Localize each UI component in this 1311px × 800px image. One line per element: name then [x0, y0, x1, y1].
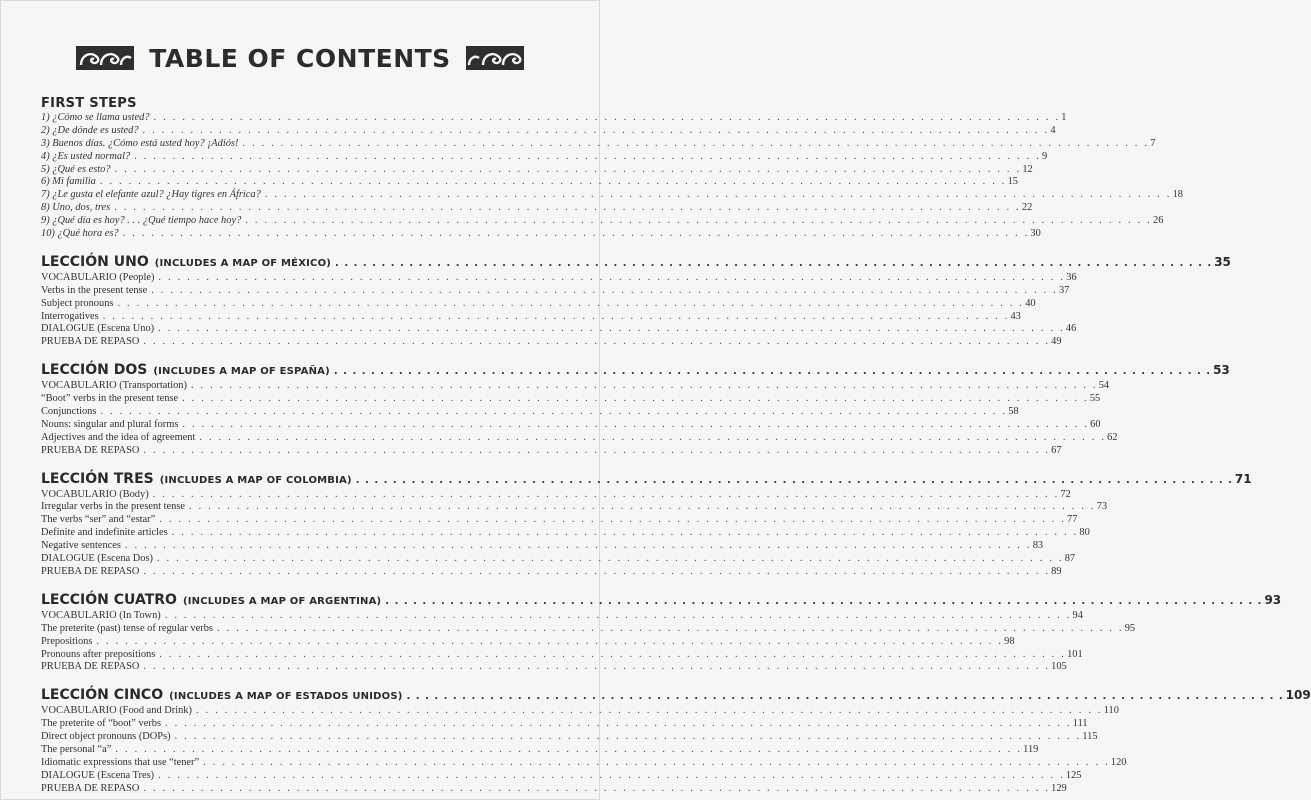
toc-entry[interactable] [41, 124, 1056, 138]
entry-title: DIALOGUE (Escena Uno) [41, 323, 155, 335]
entry-title: Nouns: singular and plural forms [41, 418, 179, 430]
toc-entry[interactable] [41, 163, 1033, 177]
toc-entry[interactable] [41, 380, 1110, 393]
section-heading[interactable] [41, 96, 543, 111]
dot-leader: . . . . . . . . . . . . . . . . . . . . . . . . . . . . . . . . . . . . . . . . . . . . . . . . . . . . . . . . . . . . . . . . . . . . . . . . . . . . . . . . . . . . . . . . . . . . . . . [171, 527, 1079, 539]
toc-entry[interactable] [41, 393, 1101, 406]
toc-entry[interactable] [41, 661, 1067, 674]
toc-entry[interactable] [41, 228, 1041, 241]
toc-entry[interactable] [41, 310, 1021, 324]
entry-title: VOCABULARIO (Body) [41, 488, 149, 500]
section-page-number: 71 [1234, 471, 1252, 486]
dot-leader: . . . . . . . . . . . . . . . . . . . . . . . . . . . . . . . . . . . . . . . . . . . . . . . . . . . . . . . . . . . . . . . . . . . . . . . . . . . . . . . . . . . . . . . . . . . . . . . [99, 176, 1007, 188]
section-title: LECCIÓN CUATRO [41, 591, 177, 608]
entry-title: Prepositions [41, 635, 93, 647]
dot-leader: . . . . . . . . . . . . . . . . . . . . . . . . . . . . . . . . . . . . . . . . . . . . . . . . . . . . . . . . . . . . . . . . . . . . . . . . . . . . . . . . . . . . . . . . . . . . . . . [134, 150, 1041, 162]
entry-title: Definite and indefinite articles [41, 527, 168, 539]
page-title: TABLE OF CONTENTS [149, 43, 451, 73]
entry-title: Subject pronouns [41, 297, 114, 309]
dot-leader: . . . . . . . . . . . . . . . . . . . . . . . . . . . . . . . . . . . . . . . . . . . . . . . . . . . . . . . . . . . . . . . . . . . . . . . . . . . . . . . . . . . . . . . . . . . . . . . [115, 743, 1023, 755]
entry-title: PRUEBA DE REPASO [41, 782, 140, 794]
entry-title: VOCABULARIO (Food and Drink) [41, 705, 192, 717]
section-page-number: 93 [1264, 592, 1282, 607]
entry-page-number: 7 [1150, 137, 1156, 149]
section-page-number: 53 [1213, 363, 1230, 378]
dot-leader: . . . . . . . . . . . . . . . . . . . . . . . . . . . . . . . . . . . . . . . . . . . . . . . . . . . . . . . . . . . . . . . . . . . . . . . . . . . . . . . . . . . . . . . . . . . . . . . [117, 297, 1025, 309]
dot-leader: . . . . . . . . . . . . . . . . . . . . . . . . . . . . . . . . . . . . . . . . . . . . . . . . . . . . . . . . . . . . . . . . . . . . . . . . . . . . . . . . . . . . . . . . . . . . . . . [159, 514, 1066, 526]
toc-section [41, 591, 1282, 674]
toc-entry[interactable] [41, 271, 1077, 285]
entry-page-number: 83 [1032, 540, 1044, 552]
entry-page-number: 62 [1107, 431, 1118, 443]
toc-entry[interactable] [41, 323, 1077, 336]
dot-leader: . . . . . . . . . . . . . . . . . . . . . . . . . . . . . . . . . . . . . . . . . . . . . . . . . . . . . . . . . . . . . . . . . . . . . . . . . . . . . . . . . . . . . . . . . . . . . . . [151, 284, 1058, 296]
entry-page-number: 36 [1066, 271, 1077, 283]
entry-title: Verbs in the present tense [41, 284, 148, 296]
dot-leader: . . . . . . . . . . . . . . . . . . . . . . . . . . . . . . . . . . . . . . . . . . . . . . . . . . . . . . . . . . . . . . . . . . . . . . . . . . . . . . . . . . . . . . . . . . . . . . . [143, 782, 1051, 794]
toc-entry[interactable] [41, 150, 1048, 164]
section-title: LECCIÓN CINCO [41, 687, 164, 704]
entry-title: 8) Uno, dos, tres [41, 202, 111, 214]
entry-page-number: 120 [1110, 756, 1127, 768]
entry-page-number: 72 [1060, 488, 1071, 500]
entry-page-number: 55 [1089, 393, 1101, 405]
dot-leader: . . . . . . . . . . . . . . . . . . . . . . . . . . . . . . . . . . . . . . . . . . . . . . . . . . . . . . . . . . . . . . . . . . . . . . . . . . . . . . . . . . . . . . . . . . . . . . . [114, 202, 1021, 214]
entry-page-number: 80 [1079, 527, 1090, 539]
toc-entry[interactable] [41, 769, 1082, 783]
entry-page-number: 18 [1172, 189, 1183, 201]
toc-entry[interactable] [41, 635, 1015, 649]
toc-entry[interactable] [41, 731, 1098, 744]
toc-entry[interactable] [41, 112, 1067, 125]
toc-entry[interactable] [41, 756, 1127, 770]
dot-leader: . . . . . . . . . . . . . . . . . . . . . . . . . . . . . . . . . . . . . . . . . . . . . . . . . . . . . . . . . . . . . . . . . . . . . . . . . . . . . . . . . . . . . . . . . . . . . . . [158, 271, 1066, 283]
dot-leader: . . . . . . . . . . . . . . . . . . . . . . . . . . . . . . . . . . . . . . . . . . . . . . . . . . . . . . . . . . . . . . . . . . . . . . . . . . . . . . . . . . . . . . . . . . . . . . . [203, 756, 1110, 768]
section-subtitle: (INCLUDES A MAP OF ESPAÑA) [153, 366, 330, 378]
dot-leader: . . . . . . . . . . . . . . . . . . . . . . . . . . . . . . . . . . . . . . . . . . . . . . . . . . . . . . . . . . . . . . . . . . . . . . . . . . . . . . . . . . . . . . . . . . . . . . . [199, 431, 1107, 443]
dot-leader: . . . . . . . . . . . . . . . . . . . . . . . . . . . . . . . . . . . . . . . . . . . . . . . . . . . . . . . . . . . . . . . . . . . . . . . . . . . . . . . . . . . . . . . . . . . . . . . [143, 565, 1051, 577]
toc-entry[interactable] [41, 540, 1044, 553]
dot-leader: . . . . . . . . . . . . . . . . . . . . . . . . . . . . . . . . . . . . . . . . . . . . . . . . . . . . . . . . . . . . . . . . . . . . . . . . . . . . . . . . . . . . . . . . . . . . . . . [158, 769, 1065, 781]
toc-entry[interactable] [41, 202, 1033, 215]
entry-title: PRUEBA DE REPASO [41, 444, 140, 456]
toc-entry[interactable] [41, 189, 1183, 202]
entry-title: DIALOGUE (Escena Dos) [41, 553, 153, 565]
dot-leader: . . . . . . . . . . . . . . . . . . . . . . . . . . . . . . . . . . . . . . . . . . . . . . . . . . . . . . . . . . . . . . . . . . . . . . . . . . . . . . . . . . . . . . . . . . . . . . . [102, 310, 1010, 322]
toc-entry[interactable] [41, 648, 1083, 662]
entry-page-number: 43 [1010, 310, 1021, 322]
section-heading[interactable] [41, 362, 1230, 379]
toc-entry[interactable] [41, 501, 1108, 514]
entry-title: VOCABULARIO (In Town) [41, 609, 161, 621]
dot-leader: . . . . . . . . . . . . . . . . . . . . . . . . . . . . . . . . . . . . . . . . . . . . . . . . . . . . . . . . . . . . . . . . . . . . . . . . . . . . . . . . . . . . . . . . . . . . . . . [143, 661, 1051, 673]
entry-title: The preterite of “boot” verbs [41, 718, 162, 730]
section-subtitle: (INCLUDES A MAP OF ESTADOS UNIDOS) [169, 691, 403, 703]
toc-entry[interactable] [41, 565, 1062, 579]
entry-title: 7) ¿Le gusta el elefante azul? ¿Hay tigres en África? [41, 189, 261, 201]
entry-title: 5) ¿Qué es esto? [41, 163, 111, 175]
dot-leader: . . . . . . . . . . . . . . . . . . . . . . . . . . . . . . . . . . . . . . . . . . . . . . . . . . . . . . . . . . . . . . . . . . . . . . . . . . . . . . . . . . . . . . . . . . . . . . . [182, 393, 1089, 405]
entry-title: Conjunctions [41, 406, 97, 418]
toc-entry[interactable] [41, 176, 1018, 189]
toc-entry[interactable] [41, 284, 1070, 298]
entry-page-number: 125 [1065, 769, 1082, 781]
dot-leader: . . . . . . . . . . . . . . . . . . . . . . . . . . . . . . . . . . . . . . . . . . . . . . . . . . . . . . . . . . . . . . . . . . . . . . . . . . . . . . . . . . . . . . . . . . . . . . . [96, 635, 1004, 647]
entry-page-number: 67 [1051, 444, 1062, 456]
dot-leader: . . . . . . . . . . . . . . . . . . . . . . . . . . . . . . . . . . . . . . . . . . . . . . . . . . . . . . . . . . . . . . . . . . . . . . . . . . . . . . . . . . . . . . . . . . . . . . . [164, 609, 1072, 621]
toc-entry[interactable] [41, 418, 1101, 432]
entry-title: 1) ¿Cómo se llama usted? [41, 112, 150, 123]
dot-leader: . . . . . . . . . . . . . . . . . . . . . . . . . . . . . . . . . . . . . . . . . . . . . . . . . . . . . . . . . . . . . . . . . . . . . . . . . . . . . . . . . . . . . . . . . . . . . . . [100, 406, 1008, 418]
entry-title: Direct object pronouns (DOPs) [41, 731, 171, 743]
entry-title: PRUEBA DE REPASO [41, 336, 140, 348]
toc-entry[interactable] [41, 137, 1156, 151]
section-title: FIRST STEPS [41, 96, 137, 111]
entry-page-number: 58 [1008, 406, 1019, 418]
dot-leader: . . . . . . . . . . . . . . . . . . . . . . . . . . . . . . . . . . . . . . . . . . . . . . . . . . . . . . . . . . . . . . . . . . . . . . . . . . . . . . . . . . . . . . . . . . . . . . . [335, 257, 1213, 269]
toc-entry[interactable] [41, 514, 1078, 527]
dot-leader: . . . . . . . . . . . . . . . . . . . . . . . . . . . . . . . . . . . . . . . . . . . . . . . . . . . . . . . . . . . . . . . . . . . . . . . . . . . . . . . . . . . . . . . . . . . . . . . [159, 648, 1067, 660]
toc-entry[interactable] [41, 488, 1071, 502]
toc-entry[interactable] [41, 782, 1067, 796]
entry-title: 4) ¿Es usted normal? [41, 150, 131, 162]
dot-leader: . . . . . . . . . . . . . . . . . . . . . . . . . . . . . . . . . . . . . . . . . . . . . . . . . . . . . . . . . . . . . . . . . . . . . . . . . . . . . . . . . . . . . . . . . . . . . . . [406, 691, 1284, 703]
dot-leader: . . . . . . . . . . . . . . . . . . . . . . . . . . . . . . . . . . . . . . . . . . . . . . . . . . . . . . . . . . . . . . . . . . . . . . . . . . . . . . . . . . . . . . . . . . . . . . . [156, 553, 1064, 565]
dot-leader: . . . . . . . . . . . . . . . . . . . . . . . . . . . . . . . . . . . . . . . . . . . . . . . . . . . . . . . . . . . . . . . . . . . . . . . . . . . . . . . . . . . . . . . . . . . . . . . [122, 228, 1030, 240]
entry-title: 9) ¿Qué día es hoy? . . . ¿Qué tiempo hace hoy? [41, 215, 242, 227]
title-row [0, 38, 600, 78]
entry-page-number: 98 [1004, 635, 1015, 647]
toc-section [41, 470, 1252, 579]
entry-title: Interrogatives [41, 310, 99, 322]
dot-leader: . . . . . . . . . . . . . . . . . . . . . . . . . . . . . . . . . . . . . . . . . . . . . . . . . . . . . . . . . . . . . . . . . . . . . . . . . . . . . . . . . . . . . . . . . . . . . . . [143, 336, 1051, 348]
section-title: LECCIÓN TRES [41, 470, 154, 487]
entry-page-number: 115 [1082, 731, 1098, 743]
entry-page-number: 22 [1021, 202, 1033, 214]
dot-leader: . . . . . . . . . . . . . . . . . . . . . . . . . . . . . . . . . . . . . . . . . . . . . . . . . . . . . . . . . . . . . . . . . . . . . . . . . . . . . . . . . . . . . . . . . . . . . . . [114, 163, 1022, 175]
entry-page-number: 73 [1096, 501, 1108, 513]
dot-leader: . . . . . . . . . . . . . . . . . . . . . . . . . . . . . . . . . . . . . . . . . . . . . . . . . . . . . . . . . . . . . . . . . . . . . . . . . . . . . . . . . . . . . . . . . . . . . . . [264, 189, 1172, 201]
toc-entry[interactable] [41, 609, 1083, 623]
toc-entry[interactable] [41, 406, 1019, 419]
toc-section [41, 687, 1311, 795]
section-subtitle: (INCLUDES A MAP OF COLOMBIA) [159, 474, 352, 486]
dot-leader: . . . . . . . . . . . . . . . . . . . . . . . . . . . . . . . . . . . . . . . . . . . . . . . . . . . . . . . . . . . . . . . . . . . . . . . . . . . . . . . . . . . . . . . . . . . . . . . [195, 705, 1103, 717]
entry-title: Irregular verbs in the present tense [41, 501, 185, 513]
section-page-number: 109 [1285, 688, 1311, 703]
entry-page-number: 37 [1058, 284, 1070, 296]
dot-leader: . . . . . . . . . . . . . . . . . . . . . . . . . . . . . . . . . . . . . . . . . . . . . . . . . . . . . . . . . . . . . . . . . . . . . . . . . . . . . . . . . . . . . . . . . . . . . . . [385, 595, 1263, 607]
entry-page-number: 95 [1124, 622, 1136, 634]
toc-entry[interactable] [41, 297, 1036, 311]
entry-page-number: 9 [1041, 150, 1048, 162]
wave-ornament-icon [75, 45, 135, 71]
toc-entry[interactable] [41, 705, 1119, 718]
entry-title: 6) Mi familia [41, 176, 96, 188]
section-heading[interactable] [41, 591, 1282, 608]
entry-page-number: 101 [1067, 648, 1083, 660]
toc-entry[interactable] [41, 622, 1136, 636]
dot-leader: . . . . . . . . . . . . . . . . . . . . . . . . . . . . . . . . . . . . . . . . . . . . . . . . . . . . . . . . . . . . . . . . . . . . . . . . . . . . . . . . . . . . . . . . . . . . . . . [190, 380, 1098, 392]
toc-entry[interactable] [41, 553, 1076, 566]
toc-section [41, 362, 1230, 457]
entry-title: Pronouns after prepositions [41, 648, 156, 660]
entry-page-number: 26 [1153, 215, 1164, 227]
entry-page-number: 49 [1051, 336, 1062, 348]
dot-leader: . . . . . . . . . . . . . . . . . . . . . . . . . . . . . . . . . . . . . . . . . . . . . . . . . . . . . . . . . . . . . . . . . . . . . . . . . . . . . . . . . . . . . . . . . . . . . . . [158, 323, 1065, 335]
entry-title: VOCABULARIO (Transportation) [41, 380, 187, 392]
entry-page-number: 1 [1061, 112, 1067, 123]
toc-section [41, 253, 1231, 349]
section-title: LECCIÓN UNO [41, 253, 149, 270]
entry-page-number: 129 [1051, 782, 1067, 794]
section-heading[interactable] [41, 470, 1252, 487]
wave-ornament-icon [465, 45, 525, 71]
section-subtitle: (INCLUDES A MAP OF ARGENTINA) [182, 595, 382, 607]
section-title: LECCIÓN DOS [41, 362, 148, 379]
entry-page-number: 94 [1072, 609, 1083, 621]
entry-page-number: 15 [1007, 176, 1018, 188]
entry-title: PRUEBA DE REPASO [41, 565, 140, 577]
entry-page-number: 60 [1090, 418, 1101, 430]
dot-leader: . . . . . . . . . . . . . . . . . . . . . . . . . . . . . . . . . . . . . . . . . . . . . . . . . . . . . . . . . . . . . . . . . . . . . . . . . . . . . . . . . . . . . . . . . . . . . . . [242, 137, 1150, 149]
entry-page-number: 4 [1050, 124, 1056, 136]
section-heading[interactable] [41, 687, 1311, 704]
toc-entry[interactable] [41, 743, 1039, 757]
dot-leader: . . . . . . . . . . . . . . . . . . . . . . . . . . . . . . . . . . . . . . . . . . . . . . . . . . . . . . . . . . . . . . . . . . . . . . . . . . . . . . . . . . . . . . . . . . . . . . . [355, 474, 1233, 486]
dot-leader: . . . . . . . . . . . . . . . . . . . . . . . . . . . . . . . . . . . . . . . . . . . . . . . . . . . . . . . . . . . . . . . . . . . . . . . . . . . . . . . . . . . . . . . . . . . . . . . [174, 731, 1082, 743]
dot-leader: . . . . . . . . . . . . . . . . . . . . . . . . . . . . . . . . . . . . . . . . . . . . . . . . . . . . . . . . . . . . . . . . . . . . . . . . . . . . . . . . . . . . . . . . . . . . . . . [124, 540, 1032, 552]
entry-page-number: 110 [1103, 705, 1119, 717]
toc-entry[interactable] [41, 527, 1090, 540]
entry-title: 3) Buenos días. ¿Cómo está usted hoy? ¡Adiós! [41, 137, 239, 149]
dot-leader: . . . . . . . . . . . . . . . . . . . . . . . . . . . . . . . . . . . . . . . . . . . . . . . . . . . . . . . . . . . . . . . . . . . . . . . . . . . . . . . . . . . . . . . . . . . . . . . [188, 501, 1096, 513]
entry-title: Adjectives and the idea of agreement [41, 431, 196, 443]
entry-title: VOCABULARIO (People) [41, 271, 155, 283]
section-page-number: 35 [1214, 254, 1231, 269]
dot-leader: . . . . . . . . . . . . . . . . . . . . . . . . . . . . . . . . . . . . . . . . . . . . . . . . . . . . . . . . . . . . . . . . . . . . . . . . . . . . . . . . . . . . . . . . . . . . . . . [153, 112, 1061, 123]
entry-title: 2) ¿De dónde es usted? [41, 124, 139, 136]
entry-page-number: 87 [1064, 553, 1076, 565]
entry-page-number: 119 [1023, 743, 1039, 755]
entry-title: PRUEBA DE REPASO [41, 661, 140, 673]
dot-leader: . . . . . . . . . . . . . . . . . . . . . . . . . . . . . . . . . . . . . . . . . . . . . . . . . . . . . . . . . . . . . . . . . . . . . . . . . . . . . . . . . . . . . . . . . . . . . . . [143, 444, 1051, 456]
dot-leader: . . . . . . . . . . . . . . . . . . . . . . . . . . . . . . . . . . . . . . . . . . . . . . . . . . . . . . . . . . . . . . . . . . . . . . . . . . . . . . . . . . . . . . . . . . . . . . . [182, 418, 1090, 430]
entry-page-number: 89 [1051, 565, 1062, 577]
entry-page-number: 40 [1025, 297, 1036, 309]
entry-title: DIALOGUE (Escena Tres) [41, 769, 155, 781]
table-of-contents [41, 96, 1311, 796]
entry-title: Negative sentences [41, 540, 121, 552]
entry-title: The verbs “ser” and “estar” [41, 514, 156, 526]
dot-leader: . . . . . . . . . . . . . . . . . . . . . . . . . . . . . . . . . . . . . . . . . . . . . . . . . . . . . . . . . . . . . . . . . . . . . . . . . . . . . . . . . . . . . . . . . . . . . . . [142, 124, 1050, 136]
toc-section [41, 96, 1183, 241]
dot-leader: . . . . . . . . . . . . . . . . . . . . . . . . . . . . . . . . . . . . . . . . . . . . . . . . . . . . . . . . . . . . . . . . . . . . . . . . . . . . . . . . . . . . . . . . . . . . . . . [165, 718, 1072, 730]
entry-title: “Boot” verbs in the present tense [41, 393, 179, 405]
dot-leader: . . . . . . . . . . . . . . . . . . . . . . . . . . . . . . . . . . . . . . . . . . . . . . . . . . . . . . . . . . . . . . . . . . . . . . . . . . . . . . . . . . . . . . . . . . . . . . . [333, 366, 1212, 378]
toc-entry[interactable] [41, 431, 1118, 445]
entry-page-number: 77 [1067, 514, 1078, 526]
entry-page-number: 111 [1072, 718, 1088, 730]
entry-title: Idiomatic expressions that use “tener” [41, 756, 200, 768]
entry-page-number: 12 [1022, 163, 1033, 175]
toc-entry[interactable] [41, 718, 1088, 731]
toc-entry[interactable] [41, 336, 1062, 349]
entry-title: The personal “a” [41, 743, 112, 755]
entry-title: The preterite (past) tense of regular verbs [41, 622, 213, 634]
toc-entry[interactable] [41, 215, 1164, 228]
section-heading[interactable] [41, 253, 1231, 270]
section-subtitle: (INCLUDES A MAP OF MÉXICO) [154, 257, 332, 269]
entry-page-number: 30 [1030, 228, 1041, 240]
entry-page-number: 105 [1051, 661, 1067, 673]
entry-title: 10) ¿Qué hora es? [41, 228, 119, 240]
dot-leader: . . . . . . . . . . . . . . . . . . . . . . . . . . . . . . . . . . . . . . . . . . . . . . . . . . . . . . . . . . . . . . . . . . . . . . . . . . . . . . . . . . . . . . . . . . . . . . . [245, 215, 1153, 227]
dot-leader: . . . . . . . . . . . . . . . . . . . . . . . . . . . . . . . . . . . . . . . . . . . . . . . . . . . . . . . . . . . . . . . . . . . . . . . . . . . . . . . . . . . . . . . . . . . . . . . [216, 622, 1124, 634]
dot-leader: . . . . . . . . . . . . . . . . . . . . . . . . . . . . . . . . . . . . . . . . . . . . . . . . . . . . . . . . . . . . . . . . . . . . . . . . . . . . . . . . . . . . . . . . . . . . . . . [152, 488, 1060, 500]
toc-entry[interactable] [41, 444, 1062, 458]
entry-page-number: 54 [1098, 380, 1110, 392]
entry-page-number: 46 [1065, 323, 1077, 335]
